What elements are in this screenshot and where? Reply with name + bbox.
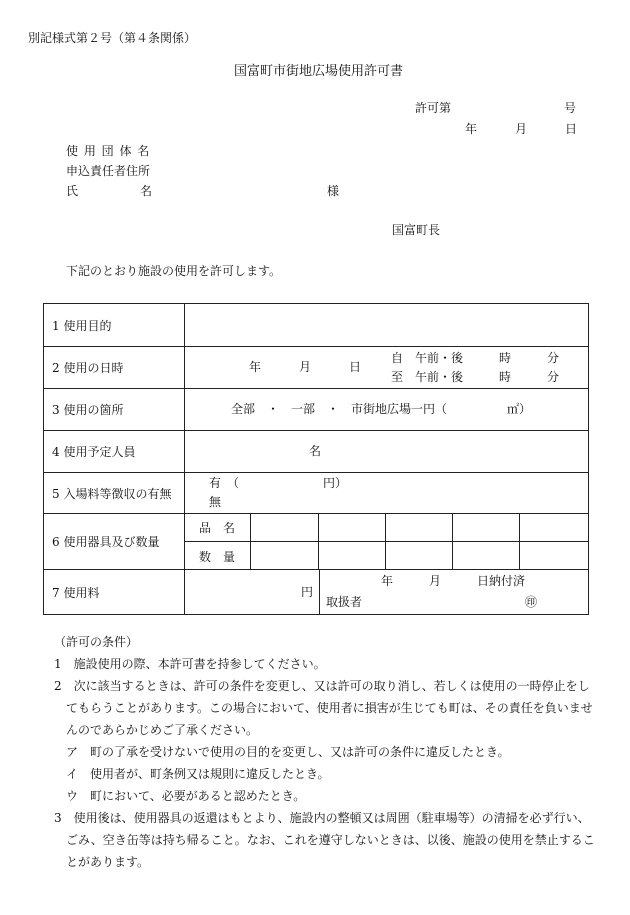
payment-date: 年 月 日納付済 bbox=[381, 574, 526, 588]
date-year: 年 bbox=[465, 122, 478, 136]
equipment-item-row bbox=[185, 514, 588, 542]
time-from: 自 午前・後 時 分 bbox=[391, 351, 560, 365]
equipment-qty-row bbox=[185, 542, 588, 570]
qty-cell-4[interactable] bbox=[453, 542, 520, 570]
seal-icon: ㊞ bbox=[525, 595, 538, 609]
issuer: 国富町長 bbox=[392, 223, 441, 237]
condition-3-line-3: とがあります。 bbox=[66, 855, 150, 869]
item-cell-1[interactable] bbox=[251, 514, 319, 541]
intro-text: 下記のとおり施設の使用を許可します。 bbox=[66, 264, 282, 278]
month-label: 月 bbox=[299, 360, 312, 374]
row-label: 5 入場料等徴収の有無 bbox=[44, 473, 185, 513]
location-options: 全部 ・ 一部 ・ 市街地広場一円（ ㎡） bbox=[231, 402, 532, 416]
condition-2-line-3: んのであらかじめご了承ください。 bbox=[66, 723, 259, 737]
row-label: 2 使用の日時 bbox=[44, 347, 185, 388]
item-cell-3[interactable] bbox=[386, 514, 453, 541]
condition-1: 1 施設使用の際、本許可書を持参してください。 bbox=[54, 657, 326, 671]
row-label: 1 使用目的 bbox=[44, 304, 185, 346]
page-title: 国富町市街地広場使用許可書 bbox=[234, 64, 404, 79]
row-label: 4 使用予定人員 bbox=[44, 431, 185, 472]
fee-yes: 有 （ 円） bbox=[209, 476, 348, 490]
qty-cell-3[interactable] bbox=[386, 542, 453, 570]
attendance-unit: 名 bbox=[309, 444, 322, 458]
day-label: 日 bbox=[349, 360, 362, 374]
attendance-value[interactable] bbox=[185, 431, 588, 472]
honorific: 様 bbox=[327, 184, 340, 198]
applicant-name-label-1: 氏 bbox=[66, 184, 79, 198]
row-label: 7 使用料 bbox=[44, 570, 185, 614]
yen-unit: 円 bbox=[300, 585, 313, 599]
applicant-address-label: 申込責任者住所 bbox=[66, 164, 151, 178]
row-admission-fee bbox=[44, 472, 588, 513]
row-purpose bbox=[44, 304, 588, 346]
condition-3-line-1: 3 使用後は、使用器具の返還はもとより、施設内の整頓又は周囲（駐車場等）の清掃を必ず行い、 bbox=[54, 811, 590, 825]
form-number: 別記様式第２号（第４条関係） bbox=[28, 31, 197, 45]
condition-2-u: ウ 町において、必要があると認めたとき。 bbox=[66, 789, 306, 803]
permit-table bbox=[43, 303, 589, 615]
usage-fee-value bbox=[185, 570, 588, 614]
qty-label: 数 量 bbox=[185, 542, 251, 570]
datetime-value[interactable] bbox=[185, 347, 588, 388]
row-datetime bbox=[44, 346, 588, 388]
purpose-value[interactable] bbox=[185, 304, 588, 346]
fee-amount-cell[interactable] bbox=[185, 570, 320, 614]
admission-fee-value[interactable] bbox=[185, 473, 588, 513]
date-month: 月 bbox=[515, 122, 528, 136]
time-to: 至 午前・後 時 分 bbox=[391, 370, 560, 384]
condition-3-line-2: ごみ、空き缶等は持ち帰ること。なお、これを遵守しないときは、以後、施設の使用を禁止するこ bbox=[66, 833, 595, 847]
handler-label: 取扱者 bbox=[326, 595, 363, 609]
condition-2-line-1: 2 次に該当するときは、許可の条件を変更し、又は許可の取り消し、若しくは使用の一時停止をし bbox=[54, 679, 590, 693]
applicant-name-label-2: 名 bbox=[140, 184, 153, 198]
row-attendance bbox=[44, 430, 588, 472]
item-cell-4[interactable] bbox=[453, 514, 520, 541]
qty-cell-2[interactable] bbox=[319, 542, 386, 570]
row-usage-fee bbox=[44, 569, 588, 614]
conditions-heading: （許可の条件） bbox=[54, 635, 139, 649]
item-cell-2[interactable] bbox=[319, 514, 386, 541]
condition-2-i: イ 使用者が、町条例又は規則に違反したとき。 bbox=[66, 767, 330, 781]
condition-2-a: ア 町の了承を受けないで使用の目的を変更し、又は許可の条件に違反したとき。 bbox=[66, 745, 510, 759]
location-value[interactable] bbox=[185, 389, 588, 430]
qty-cell-1[interactable] bbox=[251, 542, 319, 570]
date-day: 日 bbox=[565, 122, 578, 136]
row-label: 3 使用の箇所 bbox=[44, 389, 185, 430]
fee-no: 無 bbox=[209, 495, 222, 509]
org-name-label: 使 用 団 体 名 bbox=[66, 144, 151, 158]
condition-2-line-2: てもらうことがあります。この場合において、使用者に損害が生じても町は、その責任を負いませ bbox=[66, 701, 593, 715]
row-equipment bbox=[44, 513, 588, 569]
year-label: 年 bbox=[249, 360, 262, 374]
permit-number-suffix: 号 bbox=[564, 101, 577, 115]
row-label: 6 使用器具及び数量 bbox=[44, 514, 185, 569]
item-label: 品 名 bbox=[185, 514, 251, 541]
permit-number-label: 許可第 bbox=[415, 101, 452, 115]
row-location bbox=[44, 388, 588, 430]
equipment-value bbox=[185, 514, 588, 569]
